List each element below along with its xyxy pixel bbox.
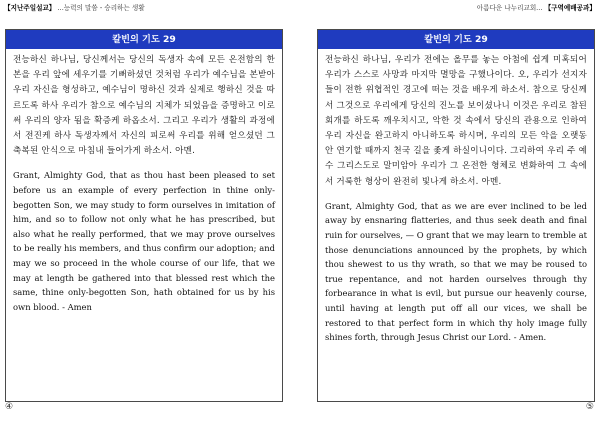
left-english-prayer: Grant, Almighty God, that as thou hast been pleased to set before us an example of every perfection in thine only-begotten Son, we may study to form ourselves in imitation of him, and so to follow not only what he has prescribed, but also what he really performed, that we may prove ourselves to be really his members, and thus confirm our adoption; and may we so proceed in the whole course of our life, that we may at length be gathered into that blessed rest which the same, thine only-begotten Son, hath obtained for us by his own blood. - Amen [13, 170, 275, 312]
right-header-tag: 【구역예배공과】 [544, 4, 596, 12]
left-prayer-title: 칼빈의 기도 29 [6, 30, 282, 49]
left-prayer-box [5, 29, 283, 402]
left-korean-prayer: 전능하신 하나님, 당신께서는 당신의 독생자 속에 모든 온전함의 한 본을 우리 앞에 세우기를 기뻐하셨던 것처럼 우리가 예수님을 본받아 우리 자신을 형성하고, 예수님이 명하신 것과 실제로 행하신 것을 따르도록 하사 우리가 참으로 예수님의 지체가 되었음을 증명하고 이로써 우리의 양자 됨을 확증케 하옵소서. 그리고 우리가 생활의 과정에서 전진케 하사 독생자께서 자신의 피로써 우리를 위해 얻으셨던 그 축복된 안식으로 마침내 들어가게 하소서. 아멘. [13, 55, 275, 157]
left-page-header [4, 3, 145, 13]
right-prayer-box [317, 29, 595, 402]
left-header-tag: 【지난주일설교】 [4, 4, 56, 12]
left-header-subtitle: ...능력의 말씀 - 승리하는 생활 [57, 4, 145, 12]
right-header-subtitle: 아름다운 나누리교회... [476, 4, 543, 12]
right-page-header [477, 3, 596, 13]
right-korean-prayer: 전능하신 하나님, 우리가 전에는 올무를 놓는 아첨에 쉽게 미혹되어 우리가 스스로 사망과 마지막 멸망을 구했나이다. 오, 우리가 선지자들이 전한 위협적인 경고에 떠는 것을 배우게 하소서. 참으로 당신께서 그것으로 우리에게 당신의 진노를 보이셨나니 이것은 우리로 참된 회개를 하도록 깨우치시고, 악한 것 속에서 당신의 관용으로 인하여 우리 자신을 완고하지 아니하도록 하시며, 우리의 모든 악을 오랫동안 연기할 때까지 천국 길을 좇게 하실이니이다. 그리하여 우리 주 예수 그리스도로 말미암아 우리가 그 온전한 형체로 변화하여 그 속에서 거룩한 형상이 완전히 빛나게 하소서. 아멘. [325, 55, 587, 187]
right-page-number: ⑤ [585, 402, 594, 412]
right-english-prayer: Grant, Almighty God, that as we are ever inclined to be led away by ensnaring flatteries, and thus seek death and final ruin for ourselves, — O grant that we may learn to tremble at those denunciations announced by the prophets, by which thou shewest to us thy wrath, so that we may be roused to true repentance, and not harden ourselves through thy forbearance in what is evil, but pursue our heavenly course, until having at length put off all our vices, we shall be restored to that perfect form in which thy holy image fully shines forth, through Jesus Christ our Lord. - Amen. [325, 200, 587, 343]
right-page [300, 0, 600, 424]
left-page-number: ④ [5, 402, 14, 412]
right-prayer-title: 칼빈의 기도 29 [318, 30, 594, 49]
